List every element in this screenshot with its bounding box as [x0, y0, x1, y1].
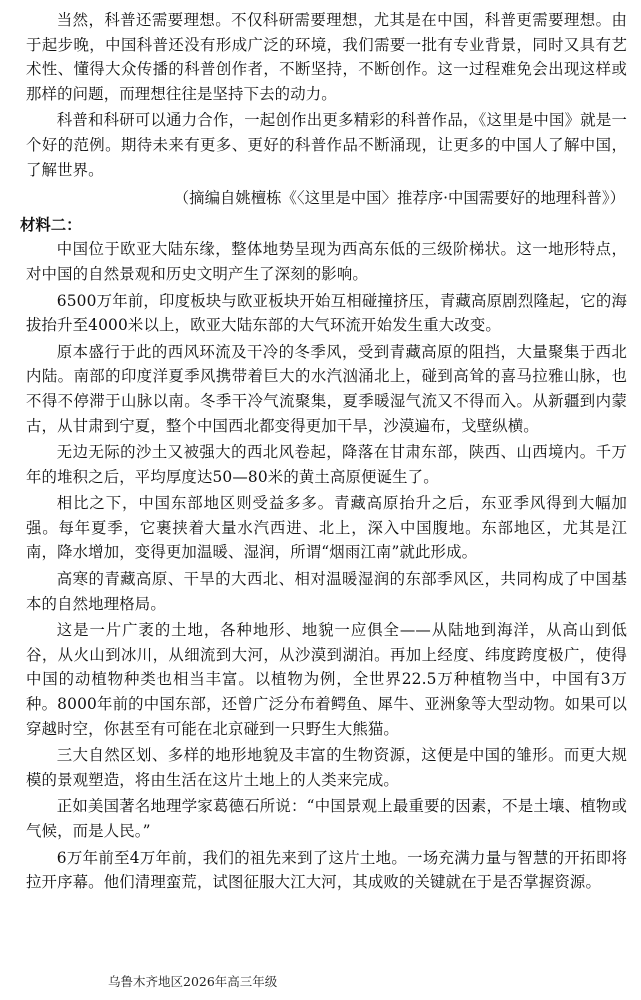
paragraph: 中国位于欧亚大陆东缘，整体地势呈现为西高东低的三级阶梯状。这一地形特点，对中国的自然景观和历史文明产生了深刻的影响。	[26, 240, 627, 283]
paragraph: 6万年前至4万年前，我们的祖先来到了这片土地。一场充满力量与智慧的开拓即将拉开序幕。他们清理蛮荒，试图征服大江大河，其成败的关键就在于是否掌握资源。	[26, 848, 627, 892]
paragraph: 相比之下，中国东部地区则受益多多。青藏高原抬升之后，东亚季风得到大幅加强。每年夏季，它裹挟着大量水汽西进、北上，深入中国腹地。东部地区，尤其是江南，降水增加，变得更加温暖、湿润，所谓“烟雨江南”就此形成。	[26, 494, 627, 562]
paragraph: 科普和科研可以通力合作，一起创作出更多精彩的科普作品，《这里是中国》就是一个好的范例。期待未来有更多、更好的科普作品不断涌现，让更多的中国人了解中国，了解世界。	[26, 111, 627, 179]
paragraph: 三大自然区划、多样的地形地貌及丰富的生物资源，这便是中国的雏形。而更大规模的景观塑造，将由生活在这片土地上的人类来完成。	[26, 746, 627, 789]
paragraph: 这是一片广袤的土地，各种地形、地貌一应俱全——从陆地到海洋，从高山到低谷，从火山到冰川，从细流到大河，从沙漠到湖泊。再加上经度、纬度跨度极广，使得中国的动植物种类也相当丰富。以植物为例，全世界22.5万种植物当中，中国有3万种。8000年前的中国东部，还曾广泛分布着鳄鱼、犀牛、亚洲象等大型动物。如果可以穿越时空，你甚至有可能在北京碰到一只野生大熊猫。	[26, 621, 627, 738]
paragraph: 正如美国著名地理学家葛德石所说：“中国景观上最重要的因素，不是土壤、植物或气候，而是人民。”	[26, 797, 627, 840]
paragraph: 6500万年前，印度板块与欧亚板块开始互相碰撞挤压，青藏高原剧烈隆起，它的海拔抬升至4000米以上，欧亚大陆东部的大气环流开始发生重大改变。	[26, 291, 627, 335]
paragraph: 无边无际的沙土又被强大的西北风卷起，降落在甘肃东部，陕西、山西境内。千万年的堆积之后，平均厚度达50—80米的黄土高原便诞生了。	[26, 443, 627, 486]
paragraph: 当然，科普还需要理想。不仅科研需要理想，尤其是在中国，科普更需要理想。由于起步晚，中国科普还没有形成广泛的环境，我们需要一批有专业背景，同时又具有艺术性、懂得大众传播的科普创作者，不断坚持，不断创作。这一过程难免会出现这样或那样的问题，而理想往往是坚持下去的动力。	[26, 11, 627, 103]
citation: （摘编自姚檀栋《〈这里是中国〉推荐序·中国需要好的地理科普》）	[173, 189, 625, 208]
paragraph: 高寒的青藏高原、干旱的大西北、相对温暖湿润的东部季风区，共同构成了中国基本的自然地理格局。	[26, 570, 627, 613]
section-heading: 材料二：	[20, 215, 82, 234]
page-footer: 乌鲁木齐地区2026年高三年级	[108, 974, 278, 989]
paragraph: 原本盛行于此的西风环流及干冷的冬季风，受到青藏高原的阻挡，大量聚集于西北内陆。南部的印度洋夏季风携带着巨大的水汽汹涌北上，碰到高耸的喜马拉雅山脉，也不得不停滞于山脉以南。冬季干冷气流聚集，夏季暖湿气流又不得而入。从新疆到内蒙古，从甘肃到宁夏，整个中国西北都变得更加干旱，沙漠遍布，戈壁纵横。	[26, 342, 627, 435]
